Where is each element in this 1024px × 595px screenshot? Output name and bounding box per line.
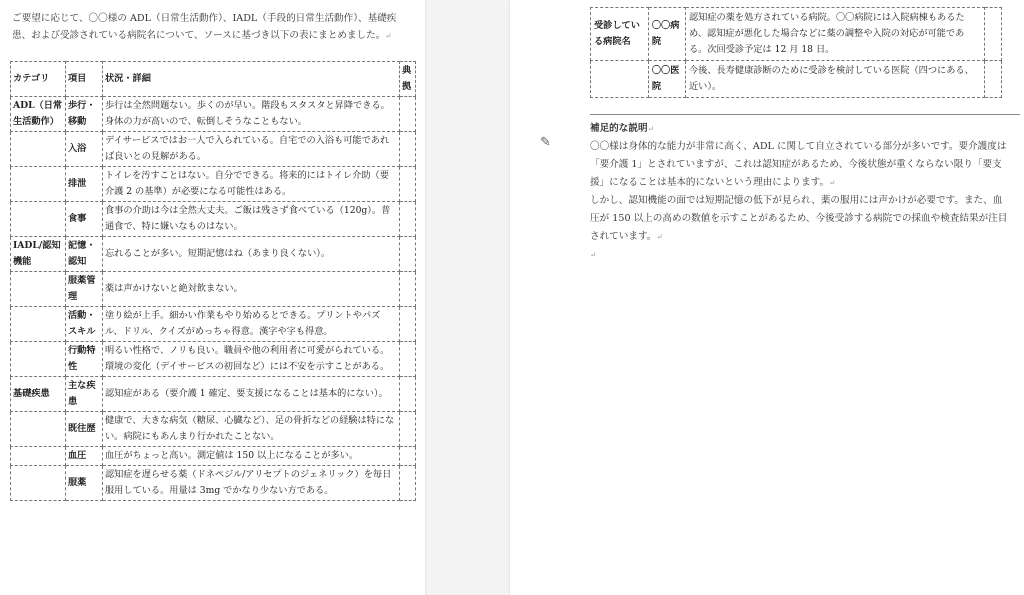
category-cell: IADL/認知機能 xyxy=(11,237,66,272)
item-cell: 記憶・認知 xyxy=(66,237,103,272)
detail-cell[interactable]: デイサービスではお一人で入られている。自宅での入浴も可能であれば良いとの見解がある。 xyxy=(103,132,400,167)
item-cell: 歩行・移動 xyxy=(66,97,103,132)
table-row xyxy=(11,202,416,237)
table-row xyxy=(11,97,416,132)
document-page-left xyxy=(0,0,425,595)
table-row xyxy=(591,61,1002,98)
table-row xyxy=(11,272,416,307)
detail-cell[interactable]: 歩行は全然問題ない。歩くのが早い。階段もスタスタと昇降できる。身体の力が高いので、転倒しそうなこともない。 xyxy=(103,97,400,132)
detail-header: 状況・詳細 xyxy=(103,62,400,97)
paragraph-mark: ↵ xyxy=(829,178,836,187)
category-cell: ADL（日常生活動作） xyxy=(11,97,66,132)
category-cell xyxy=(11,412,66,447)
detail-cell[interactable]: 認知症の薬を処方されている病院。〇〇病院には入院病棟もあるため、認知症が悪化した場合などに薬の調整や入院の対応が可能である。次回受診予定は 12 月 18 日。 xyxy=(686,8,985,61)
detail-cell[interactable]: 塗り絵が上手。細かい作業もやり始めるとできる。プリントやパズル、ドリル、クイズがめっちゃ得意。漢字や字も得意。 xyxy=(103,307,400,342)
table-header-row xyxy=(11,62,416,97)
category-cell xyxy=(11,447,66,466)
source-cell xyxy=(400,202,416,237)
source-cell xyxy=(400,412,416,447)
category-cell: 基礎疾患 xyxy=(11,377,66,412)
summary-table xyxy=(10,61,416,501)
category-cell xyxy=(11,342,66,377)
source-header: 典拠 xyxy=(400,62,416,97)
item-cell: 既往歴 xyxy=(66,412,103,447)
paragraph-mark: ↵ xyxy=(590,250,597,259)
intro-paragraph xyxy=(12,10,412,44)
table-row xyxy=(11,342,416,377)
detail-cell[interactable]: 認知症を遅らせる薬（ドネペジル/アリセプトのジェネリック）を毎日服用している。用量は 3mg でかなり少ない方である。 xyxy=(103,466,400,501)
category-cell xyxy=(591,61,649,98)
detail-cell[interactable]: 明るい性格で、ノリも良い。職員や他の利用者に可愛がられている。環境の変化（デイサービスの初回など）には不安を示すことがある。 xyxy=(103,342,400,377)
supplement-paragraph-1[interactable]: 〇〇様は身体的な能力が非常に高く、ADL に関して自立されている部分が多いです。要介護度は「要介護 1」とされていますが、これは認知症があるため、今後状態が重くならない限り「要支援」になることは基本的にないという理由によります。 xyxy=(590,141,1007,188)
category-cell xyxy=(11,466,66,501)
pen-cursor-icon: ✎ xyxy=(540,135,551,150)
table-row xyxy=(11,237,416,272)
source-cell xyxy=(400,97,416,132)
table-row xyxy=(11,167,416,202)
category-cell: 受診している病院名 xyxy=(591,8,649,61)
table-row xyxy=(591,8,1002,61)
section-divider xyxy=(590,114,1020,115)
item-cell: 活動・スキル xyxy=(66,307,103,342)
table-row xyxy=(11,447,416,466)
item-cell: 入浴 xyxy=(66,132,103,167)
source-cell xyxy=(400,307,416,342)
item-cell: 血圧 xyxy=(66,447,103,466)
item-cell: 行動特性 xyxy=(66,342,103,377)
document-page-right xyxy=(510,0,1024,595)
intro-text: ご要望に応じて、〇〇様の ADL（日常生活動作）、IADL（手段的日常生活動作）、基礎疾患、および受診されている病院名について、ソースに基づき以下の表にまとめました。 xyxy=(12,13,397,41)
source-cell xyxy=(400,377,416,412)
source-cell xyxy=(400,132,416,167)
item-cell: 服薬 xyxy=(66,466,103,501)
item-cell: 食事 xyxy=(66,202,103,237)
detail-cell[interactable]: 食事の介助は今は全然大丈夫。ご飯は残さず食べている（120g）。普通食で、特に嫌いなものはない。 xyxy=(103,202,400,237)
item-cell: 排泄 xyxy=(66,167,103,202)
detail-cell[interactable]: トイレを汚すことはない。自分でできる。将来的にはトイレ介助（要介護 2 の基準）が必要になる可能性はある。 xyxy=(103,167,400,202)
detail-cell[interactable]: 忘れることが多い。短期記憶はね（あまり良くない）。 xyxy=(103,237,400,272)
supplement-section xyxy=(590,120,1008,264)
source-cell xyxy=(985,8,1002,61)
category-cell xyxy=(11,167,66,202)
detail-cell[interactable]: 健康で、大きな病気（糖尿、心臓など）、足の骨折などの経験は特にない。病院にもあんまり行かれたことない。 xyxy=(103,412,400,447)
category-header: カテゴリ xyxy=(11,62,66,97)
source-cell xyxy=(400,237,416,272)
detail-cell[interactable]: 今後、長寿健康診断のために受診を検討している医院（四つにある、近い）。 xyxy=(686,61,985,98)
item-cell: 主な疾患 xyxy=(66,377,103,412)
detail-cell[interactable]: 薬は声かけないと絶対飲まない。 xyxy=(103,272,400,307)
source-cell xyxy=(985,61,1002,98)
category-cell xyxy=(11,272,66,307)
item-cell: 服薬管理 xyxy=(66,272,103,307)
source-cell xyxy=(400,466,416,501)
hospital-table xyxy=(590,7,1002,98)
table-row xyxy=(11,466,416,501)
source-cell xyxy=(400,342,416,377)
detail-cell[interactable]: 認知症がある（要介護 1 確定、要支援になることは基本的にない）。 xyxy=(103,377,400,412)
item-cell: 〇〇医院 xyxy=(648,61,685,98)
paragraph-mark: ↵ xyxy=(385,31,392,40)
supplement-title: 補足的な説明 xyxy=(590,123,648,134)
source-cell xyxy=(400,167,416,202)
detail-cell[interactable]: 血圧がちょっと高い。測定値は 150 以上になることが多い。 xyxy=(103,447,400,466)
item-cell: 〇〇病院 xyxy=(648,8,685,61)
source-cell xyxy=(400,272,416,307)
supplement-paragraph-2[interactable]: しかし、認知機能の面では短期記憶の低下が見られ、薬の服用には声かけが必要です。また、血圧が 150 以上の高めの数値を示すことがあるため、今後受診する病院での採血や検査結果が注目されています。 xyxy=(590,195,1008,242)
source-cell xyxy=(400,447,416,466)
table-row xyxy=(11,377,416,412)
table-row xyxy=(11,412,416,447)
table-row xyxy=(11,132,416,167)
paragraph-mark: ↵ xyxy=(647,124,654,133)
item-header: 項目 xyxy=(66,62,103,97)
paragraph-mark: ↵ xyxy=(656,232,663,241)
category-cell xyxy=(11,202,66,237)
table-row xyxy=(11,307,416,342)
category-cell xyxy=(11,132,66,167)
category-cell xyxy=(11,307,66,342)
